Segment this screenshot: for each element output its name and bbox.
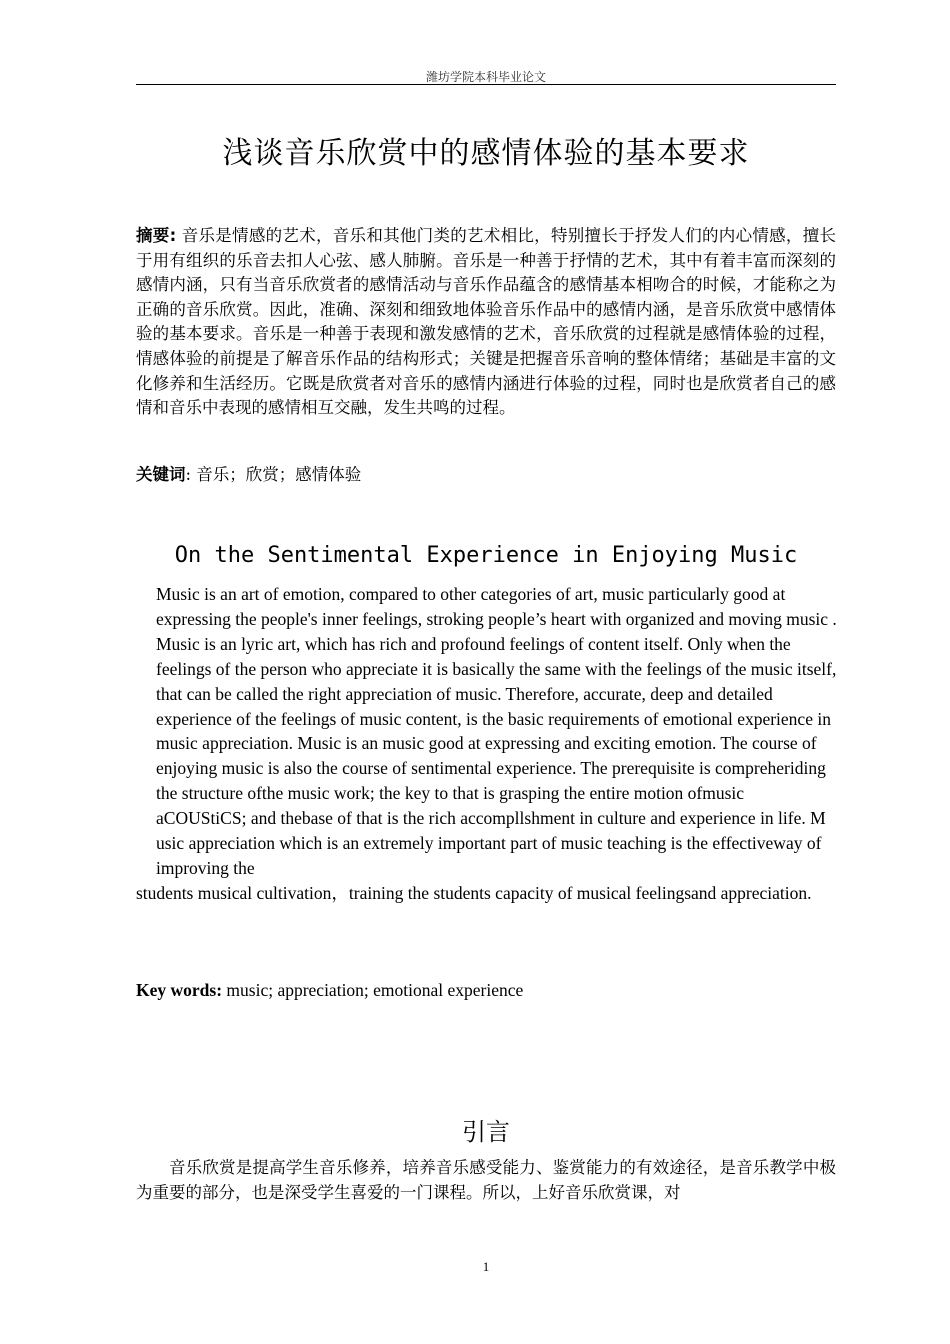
- english-abstract: [136, 582, 838, 906]
- english-abstract-paragraph-2: students musical cultivation，training the students capacity of musical feelingsand appreciation.: [136, 882, 812, 903]
- introduction-paragraph: 音乐欣赏是提高学生音乐修养，培养音乐感受能力、鉴赏能力的有效途径，是音乐教学中极为重要的部分，也是深受学生喜爱的一门课程。所以，上好音乐欣赏课，对: [136, 1158, 836, 1202]
- chinese-abstract: [136, 224, 836, 421]
- introduction-heading: 引言: [462, 1118, 510, 1146]
- chinese-abstract-label: 摘要:: [136, 226, 177, 245]
- page-number: 1: [482, 1259, 490, 1274]
- english-keywords-text: music; appreciation; emotional experience: [222, 980, 524, 1000]
- chinese-title: 浅谈音乐欣赏中的感情体验的基本要求: [222, 136, 750, 171]
- chinese-keywords: [136, 461, 836, 485]
- chinese-abstract-text: 音乐是情感的艺术，音乐和其他门类的艺术相比，特别擅长于抒发人们的内心情感，擅长于用有组织的乐音去扣人心弦、感人肺腑。音乐是一种善于抒情的艺术，其中有着丰富而深刻的感情内涵，只有当音乐欣赏者的感情活动与音乐作品蕴含的感情基本相吻合的时候，才能称之为正确的音乐欣赏。因此，准确、深刻和细致地体验音乐作品中的感情内涵，是音乐欣赏中感情体验的基本要求。音乐是一种善于表现和激发感情的艺术，音乐欣赏的过程就是感情体验的过程，情感体验的前提是了解音乐作品的结构形式；关键是把握音乐音响的整体情绪；基础是丰富的文化修养和生活经历。它既是欣赏者对音乐的感情内涵进行体验的过程，同时也是欣赏者自己的感情和音乐中表现的感情相互交融，发生共鸣的过程。: [136, 226, 836, 418]
- running-header: 潍坊学院本科毕业论文: [425, 70, 546, 84]
- english-keywords: [136, 980, 836, 1001]
- english-keywords-label: Key words:: [136, 980, 223, 1000]
- english-title: On the Sentimental Experience in Enjoying Music: [174, 543, 798, 568]
- chinese-keywords-text: : 音乐；欣赏；感情体验: [185, 465, 362, 484]
- introduction-body: [136, 1155, 836, 1205]
- header-divider: [136, 84, 836, 85]
- english-abstract-paragraph-1: Music is an art of emotion, compared to other categories of art, music particularly good at expressing the people's inner feelings, stroking people’s heart with organized and moving music . Music is an lyric art, which has rich and profound feelings of content itself. Only when the feelings of the person who appreciate it is basically the same with the feelings of the music itself, that can be called the right appreciation of music. Therefore, accurate, deep and detailed experience of the feelings of music content, is the basic requirements of emotional experience in music appreciation. Music is an music good at expressing and exciting emotion. The course of enjoying music is also the course of sentimental experience. The prerequisite is compreheriding the structure ofthe music work; the key to that is grasping the entire motion ofmusic aCOUStiCS; and thebase of that is the rich accompllshment in culture and experience in life. M usic appreciation which is an extremely important part of music teaching is the effectiveway of improving the: [156, 584, 837, 878]
- chinese-keywords-label: 关键词: [136, 465, 186, 484]
